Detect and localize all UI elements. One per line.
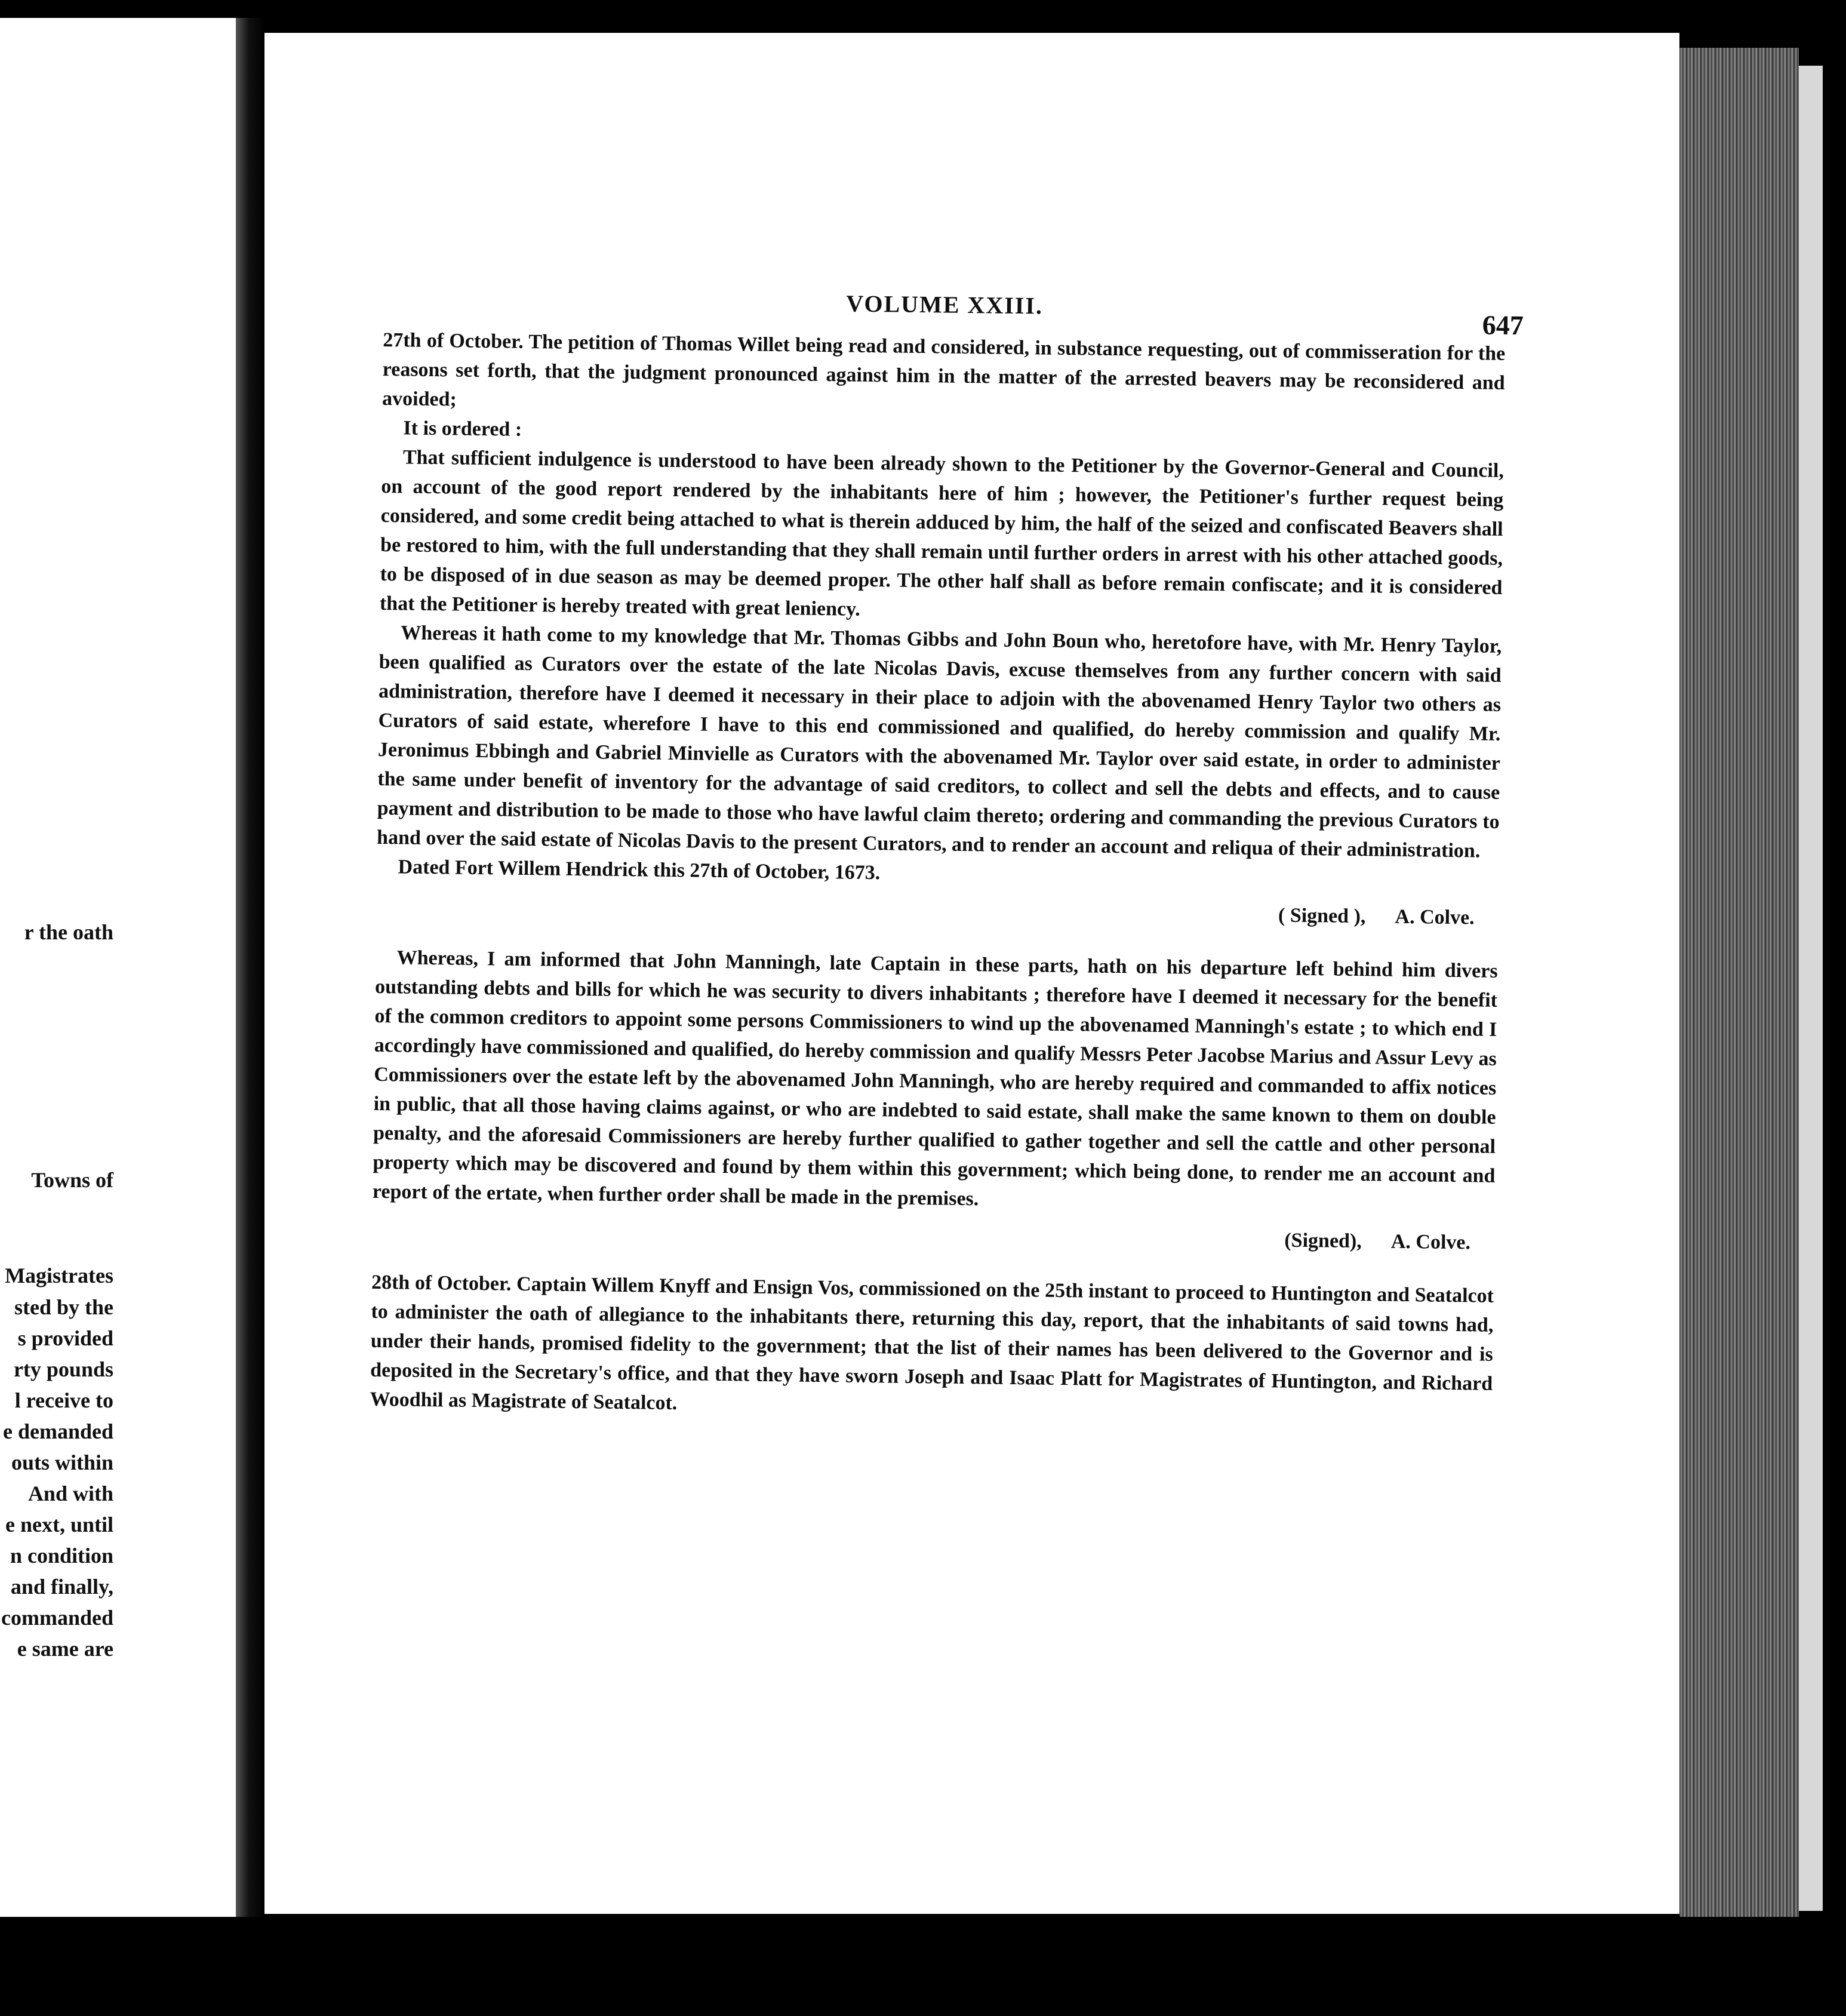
left-fragment: Magistrates xyxy=(5,1264,113,1287)
left-fragment: s provided xyxy=(17,1326,113,1350)
paragraph-oath-report: 28th of October. Captain Willem Knyff and Ensign Vos, commissioned on the 25th instant to proceed to Huntington and Seatalcot to administer the oath of allegiance to the inhabitants there, returning this day, report, that the inhabitants of said towns had, under their hands, promised fidelity to the government; that the list of their names has been delivered to the Governor and is deposited in the Secretary's office, and that they have sworn Joseph and Isaac Platt for Magistrates of Huntington, and Richard Woodhil as Magistrate of Seatalcot. xyxy=(370,1271,1494,1415)
paragraph-curators: Whereas it hath come to my knowledge that Mr. Thomas Gibbs and John Boun who, heretofore have, with Mr. Henry Taylor, been qualified as Curators over the estate of the late Nicolas Davis, excuse themselves from any further concern with said administration, therefore have I deemed it necessary in their place to adjoin with the abovenamed Henry Taylor two others as Curators of said estate, wherefore I have to this end commissioned and qualified, do hereby commission and qualify Mr. Jeronimus Ebbingh and Gabriel Minvielle as Curators with the abovenamed Mr. Taylor over said estate, in order to administer the same under benefit of inventory for the advantage of said creditors, to collect and sell the debts and effects, and to cause payment and distribution to be made to those who have lawful claim thereto; ordering and commanding the previous Curators to hand over the said estate of Nicolas Davis to the present Curators, and to render an account and reliqua of their administration. xyxy=(376,622,1502,862)
left-fragment: outs within xyxy=(11,1450,113,1474)
paragraph-dated: Dated Fort Willem Hendrick this 27th of October, 1673. xyxy=(398,856,881,884)
signature-colve: (Signed), A. Colve. xyxy=(1284,1229,1471,1254)
left-page xyxy=(0,18,239,1917)
left-fragment: e next, until xyxy=(5,1513,113,1536)
left-fragment: e demanded xyxy=(2,1419,113,1443)
left-fragment: commanded xyxy=(1,1606,113,1630)
left-fragment: and finally, xyxy=(10,1575,113,1599)
left-fragment: e same are xyxy=(17,1637,113,1661)
paragraph-order: That sufficient indulgence is understood to have been already shown to the Petitioner by the Governor-General and Council, on account of the good report rendered by the inhabitants here of him ; however, the Petitioner's further request being considered, and some credit being attached to what is therein adduced by him, the half of the seized and confiscated Beavers shall be restored to him, with the full understanding that they shall remain until further orders in arrest with his other attached goods, to be disposed of in due season as may be deemed proper. The other half shall as before remain confiscate; and it is considered that the Petitioner is hereby treated with great leniency. xyxy=(379,446,1505,620)
signature-colve: ( Signed ), A. Colve. xyxy=(1278,904,1475,929)
page-edges xyxy=(1679,48,1799,1917)
left-fragment: And with xyxy=(27,1482,113,1505)
paragraph-it-is-ordered: It is ordered : xyxy=(403,417,522,441)
left-fragment: sted by the xyxy=(14,1295,113,1319)
page-text-block xyxy=(370,260,1524,1428)
left-fragment: Towns of xyxy=(31,1168,113,1192)
paragraph-manningh: Whereas, I am informed that John Manningh, late Captain in these parts, hath on his departure left behind him divers outstanding debts and bills for which he was security to divers inhabitants ; therefore have I deemed it necessary for the benefit of the common creditors to appoint some persons Commissioners to wind up the abovenamed Manningh's estate ; to which end I accordingly have commissioned and qualified, do hereby commission and qualify Messrs Peter Jacobse Marius and Assur Levy as Commissioners over the estate left by the abovenamed John Manningh, who are hereby required and commanded to affix notices in public, that all those having claims against, or who are indebted to said estate, shall make the same known to them on double penalty, and the aforesaid Commissioners are hereby further qualified to gather together and sell the cattle and other personal property which may be discovered and found by them within this government; which being done, to render me an account and report of the ertate, when further order shall be made in the premises. xyxy=(372,946,1498,1210)
running-head: VOLUME XXIII. xyxy=(846,290,1044,319)
left-fragment: l receive to xyxy=(14,1388,113,1412)
book-gutter xyxy=(236,18,264,1917)
left-fragment: n condition xyxy=(10,1544,113,1568)
document-page xyxy=(264,33,1679,1914)
page-edges-outer xyxy=(1799,66,1823,1911)
left-fragment: r the oath xyxy=(24,920,113,944)
left-fragment: rty pounds xyxy=(13,1357,113,1381)
page-header xyxy=(383,260,1524,341)
paragraph-willet-petition: 27th of October. The petition of Thomas Willet being read and considered, in substance requesting, out of commisseration for the reasons set forth, that the judgment pronounced against him in the matter of the arrested beavers may be reconsidered and avoided; xyxy=(381,328,1506,411)
page-number: 647 xyxy=(1482,309,1524,341)
